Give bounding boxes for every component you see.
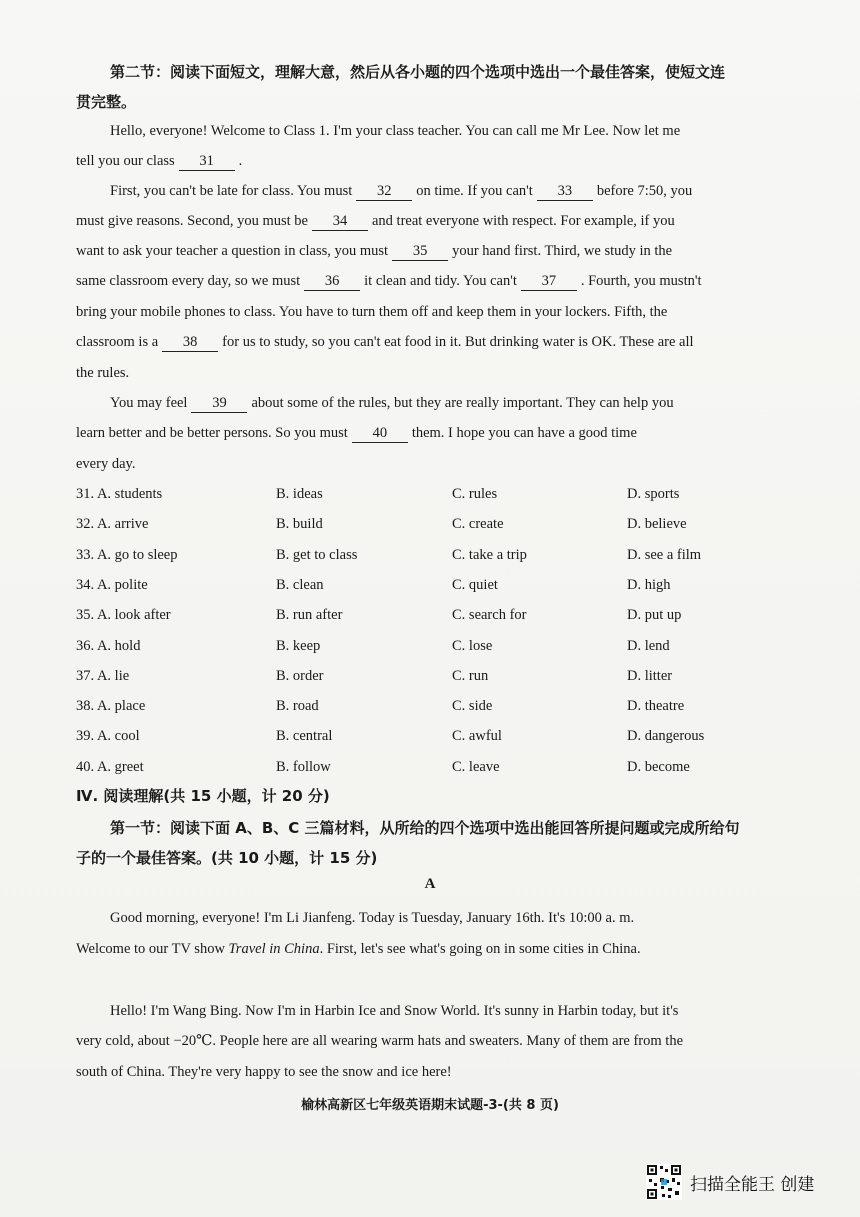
qr-code-icon: [646, 1164, 682, 1200]
option-37-A: 37. A. lie: [76, 667, 130, 684]
option-33-A: 33. A. go to sleep: [76, 546, 178, 563]
part-title: Ⅳ. 阅读理解(共 15 小题，计 20 分): [76, 787, 330, 805]
passage-a-line: south of China. They're very happy to see the snow and ice here!: [76, 1064, 452, 1080]
passage-line: tell you our class 31 .: [76, 153, 243, 169]
section-instruction-cont: 贯完整。: [76, 93, 137, 111]
scanner-watermark: [646, 1164, 814, 1200]
blank-34: 34: [312, 213, 368, 231]
blank-39: 39: [191, 395, 247, 413]
blank-40: 40: [352, 425, 408, 443]
blank-38: 38: [162, 334, 218, 352]
option-31-C: C. rules: [452, 486, 498, 502]
option-38-D: D. theatre: [627, 698, 685, 715]
option-39-A: 39. A. cool: [76, 728, 140, 745]
option-34-C: C. quiet: [452, 576, 498, 593]
blank-31: 31: [179, 153, 235, 171]
passage-line: every day.: [76, 456, 136, 472]
passage-line: want to ask your teacher a question in class, you must 35 your hand first. Third, we study in the: [76, 243, 673, 259]
part-instruction: 第一节：阅读下面 A、B、C 三篇材料，从所给的四个选项中选出能回答所提问题或完成所给句: [110, 819, 740, 837]
blank-36: 36: [304, 273, 360, 291]
passage-line: You may feel 39 about some of the rules, but they are really important. They can help you: [110, 395, 674, 411]
option-33-C: C. take a trip: [452, 546, 527, 563]
option-39-D: D. dangerous: [627, 728, 705, 745]
option-33-D: D. see a film: [627, 546, 702, 563]
passage-line: same classroom every day, so we must 36 it clean and tidy. You can't 37 . Fourth, you mustn't: [76, 273, 702, 289]
option-35-C: C. search for: [452, 607, 527, 624]
option-31-B: B. ideas: [276, 486, 323, 502]
show-title: Travel in China: [228, 941, 320, 957]
option-39-C: C. awful: [452, 728, 502, 745]
passage-a-line: Welcome to our TV show Travel in China. First, let's see what's going on in some cities in China.: [76, 941, 641, 957]
blank-33: 33: [537, 183, 593, 201]
passage-a-line: very cold, about −20℃. People here are all wearing warm hats and sweaters. Many of them are from the: [76, 1033, 684, 1049]
option-34-D: D. high: [627, 576, 671, 593]
option-31-D: D. sports: [627, 486, 680, 502]
page-footer: 榆林高新区七年级英语期末试题-3-(共 8 页): [301, 1098, 559, 1113]
option-34-B: B. clean: [276, 576, 324, 593]
option-36-C: C. lose: [452, 637, 493, 654]
passage-line: bring your mobile phones to class. You have to turn them off and keep them in your lockers. Fifth, the: [76, 304, 668, 320]
option-32-B: B. build: [276, 516, 323, 533]
section-instruction: 第二节：阅读下面短文，理解大意，然后从各小题的四个选项中选出一个最佳答案，使短文连: [110, 63, 726, 81]
passage-line: Hello, everyone! Welcome to Class 1. I'm your class teacher. You can call me Mr Lee. Now let me: [110, 123, 681, 139]
option-34-A: 34. A. polite: [76, 576, 148, 593]
option-40-C: C. leave: [452, 758, 500, 775]
passage-line: First, you can't be late for class. You must 32 on time. If you can't 33 before 7:50, you: [110, 183, 693, 199]
blank-35: 35: [392, 243, 448, 261]
option-38-C: C. side: [452, 698, 493, 715]
option-40-B: B. follow: [276, 758, 331, 775]
option-31-A: 31. A. students: [76, 486, 163, 502]
option-40-A: 40. A. greet: [76, 758, 144, 775]
option-35-B: B. run after: [276, 607, 343, 624]
option-36-D: D. lend: [627, 637, 670, 654]
option-36-B: B. keep: [276, 637, 321, 654]
option-37-C: C. run: [452, 667, 489, 684]
option-37-D: D. litter: [627, 667, 673, 684]
part-instruction-cont: 子的一个最佳答案。(共 10 小题，计 15 分): [76, 849, 378, 867]
passage-line: the rules.: [76, 365, 130, 381]
option-36-A: 36. A. hold: [76, 637, 141, 654]
blank-32: 32: [356, 183, 412, 201]
passage-a-line: Good morning, everyone! I'm Li Jianfeng. Today is Tuesday, January 16th. It's 10:00 a. m.: [110, 910, 635, 926]
option-32-A: 32. A. arrive: [76, 516, 149, 533]
option-39-B: B. central: [276, 728, 333, 745]
option-32-C: C. create: [452, 516, 504, 533]
passage-line: must give reasons. Second, you must be 34 and treat everyone with respect. For example, if you: [76, 213, 675, 229]
passage-a-line: Hello! I'm Wang Bing. Now I'm in Harbin Ice and Snow World. It's sunny in Harbin today, but it's: [110, 1003, 679, 1019]
option-38-A: 38. A. place: [76, 698, 146, 715]
option-37-B: B. order: [276, 667, 324, 684]
passage-line: learn better and be better persons. So you must 40 them. I hope you can have a good time: [76, 425, 637, 441]
blank-37: 37: [521, 273, 577, 291]
option-32-D: D. believe: [627, 516, 687, 533]
option-35-A: 35. A. look after: [76, 607, 171, 624]
option-38-B: B. road: [276, 698, 319, 715]
option-40-D: D. become: [627, 758, 690, 775]
watermark-text: 扫描全能王 创建: [690, 1174, 815, 1195]
passage-line: classroom is a 38 for us to study, so you can't eat food in it. But drinking water is OK. These are all: [76, 334, 694, 350]
passage-a-heading: A: [424, 876, 436, 892]
option-33-B: B. get to class: [276, 546, 358, 563]
option-35-D: D. put up: [627, 607, 682, 624]
